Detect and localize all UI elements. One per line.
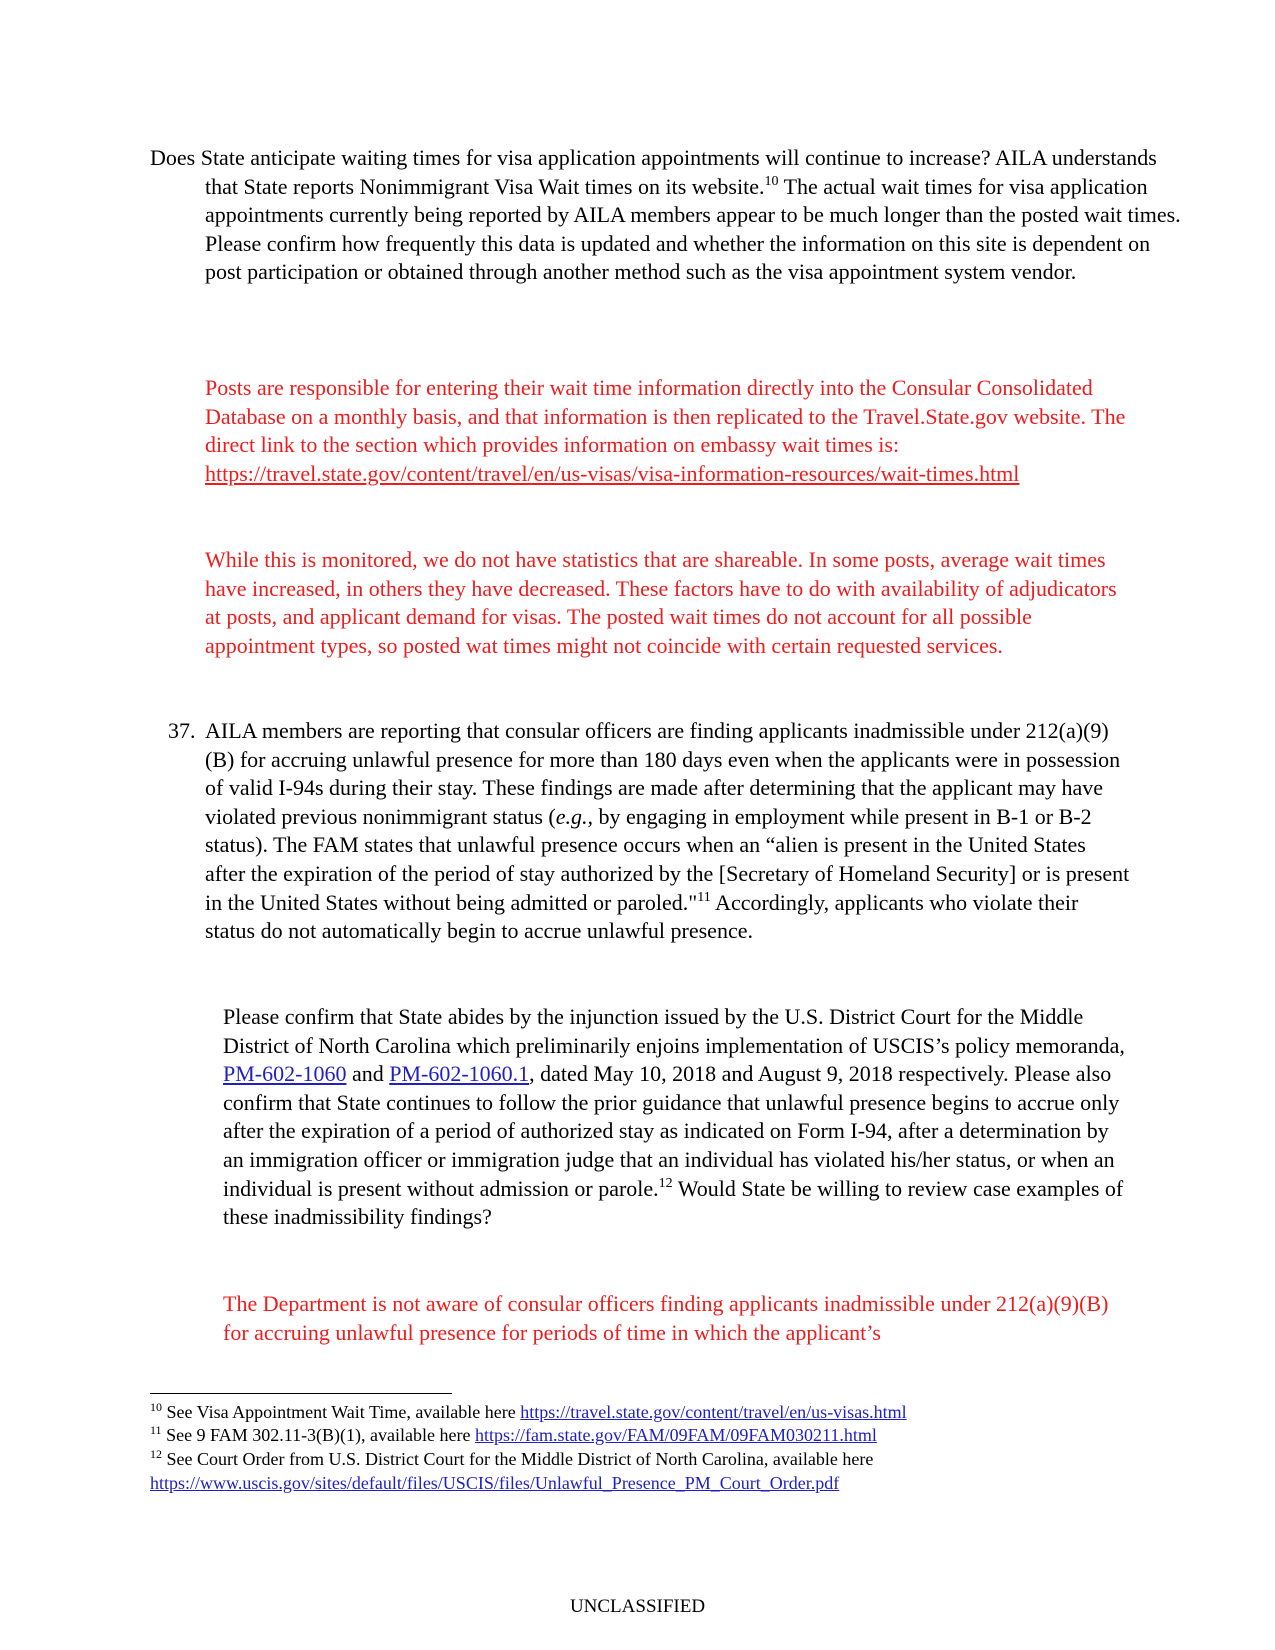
footnote-11	[150, 1424, 1150, 1448]
answer-36-a-text: Posts are responsible for entering their wait time information directly into the Consular Consolidated Database on a monthly basis, and that information is then replicated to the Travel.State.gov website. The direct link to the section which provides information on embassy wait times is:	[205, 375, 1126, 458]
footnote-10-number: 10	[150, 1400, 162, 1414]
pm-602-1060-1-link[interactable]: PM-602-1060.1	[389, 1061, 530, 1087]
footnote-ref-12[interactable]: 12	[658, 1175, 673, 1191]
question-37-confirm-and: and	[346, 1061, 390, 1087]
question-37-confirm	[223, 1003, 1135, 1232]
question-37-text-c: Accordingly, applicants who violate their status do not automatically begin to accrue unlawful presence.	[205, 889, 1079, 944]
classification-footer: UNCLASSIFIED	[569, 1596, 706, 1617]
footnote-10-text: See Visa Appointment Wait Time, available here	[162, 1402, 521, 1422]
footnote-11-text: See 9 FAM 302.11-3(B)(1), available here	[161, 1425, 475, 1445]
footnote-10	[150, 1401, 1150, 1425]
footnote-12-number: 12	[150, 1447, 162, 1461]
footnote-12-link[interactable]: https://www.uscis.gov/sites/default/files/USCIS/files/Unlawful_Presence_PM_Court_Order.pdf	[150, 1472, 840, 1493]
pm-602-1060-link[interactable]: PM-602-1060	[223, 1061, 347, 1087]
question-37-text-b: by engaging in employment while present in B-1 or B-2 status). The FAM states that unlawful presence occurs when an “alien is present in the United States after the expiration of the period of stay authorized by the [Secretary of Homeland Security] or is present in the United States without being admitted or paroled."	[205, 803, 1130, 915]
question-37-eg: e.g.,	[555, 803, 593, 829]
footnote-ref-11[interactable]: 11	[697, 889, 711, 905]
footnote-10-link[interactable]: https://travel.state.gov/content/travel/en/us-visas.html	[520, 1402, 907, 1422]
question-37-number: 37.	[168, 718, 196, 743]
footnote-12-text: See Court Order from U.S. District Court for the Middle District of North Carolina, available here	[162, 1449, 874, 1469]
answer-36-b	[205, 546, 1130, 660]
footnote-11-number: 11	[150, 1423, 162, 1437]
answer-36-a	[205, 374, 1130, 488]
question-36-body-b: The actual wait times for visa application appointments currently being reported by AILA members appear to be much longer than the posted wait times. Please confirm how frequently this data is updated and whether the information on this site is dependent on post participation or obtained through another method such as the visa appointment system vendor.	[205, 173, 1181, 285]
question-37-confirm-text-a: Please confirm that State abides by the injunction issued by the U.S. District Court for the Middle District of North Carolina which preliminarily enjoins implementation of USCIS’s policy memoranda,	[223, 1004, 1125, 1058]
question-37-confirm-text-c: Would State be willing to review case examples of these inadmissibility findings?	[223, 1175, 1124, 1230]
question-37-text-a: AILA members are reporting that consular officers are finding applicants inadmissible under 212(a)(9)(B) for accruing unlawful presence for more than 180 days even when the applicants were in possession of valid I-94s during their stay. These findings are made after determining that the applicant may have violated previous nonimmigrant status (	[205, 718, 1121, 829]
footnote-12	[150, 1448, 1150, 1495]
answer-36-b-text: While this is monitored, we do not have statistics that are shareable. In some posts, average wait times have increased, in others they have decreased. These factors have to do with availability of adjudicators at posts, and applicant demand for visas. The posted wait times do not account for all possible appointment types, so posted wat times might not coincide with certain requested services.	[205, 547, 1117, 658]
question-36-lead: Does State anticipate waiting times for visa application appointments will continue to increase?	[150, 145, 991, 170]
footnote-ref-10[interactable]: 10	[764, 173, 779, 189]
wait-times-link[interactable]: https://travel.state.gov/content/travel/en/us-visas/visa-information-resources/wait-times.html	[205, 460, 1020, 486]
question-36-body-a: AILA understands that State reports Nonimmigrant Visa Wait times on its website.	[205, 145, 1157, 199]
question-37-confirm-text-b: , dated May 10, 2018 and August 9, 2018 respectively. Please also confirm that State continues to follow the prior guidance that unlawful presence begins to accrue only after the expiration of a period of authorized stay as indicated on Form I-94, after a determination by an immigration officer or immigration judge that an individual has violated his/her status, or when an individual is present without admission or parole.	[223, 1061, 1120, 1201]
answer-37-text: The Department is not aware of consular officers finding applicants inadmissible under 212(a)(9)(B) for accruing unlawful presence for periods of time in which the applicant’s	[223, 1291, 1109, 1345]
footnote-separator	[150, 1393, 452, 1394]
answer-37	[223, 1290, 1135, 1347]
question-37-text	[205, 717, 1130, 946]
question-36	[150, 144, 1185, 287]
footnote-11-link[interactable]: https://fam.state.gov/FAM/09FAM/09FAM030211.html	[474, 1425, 877, 1445]
